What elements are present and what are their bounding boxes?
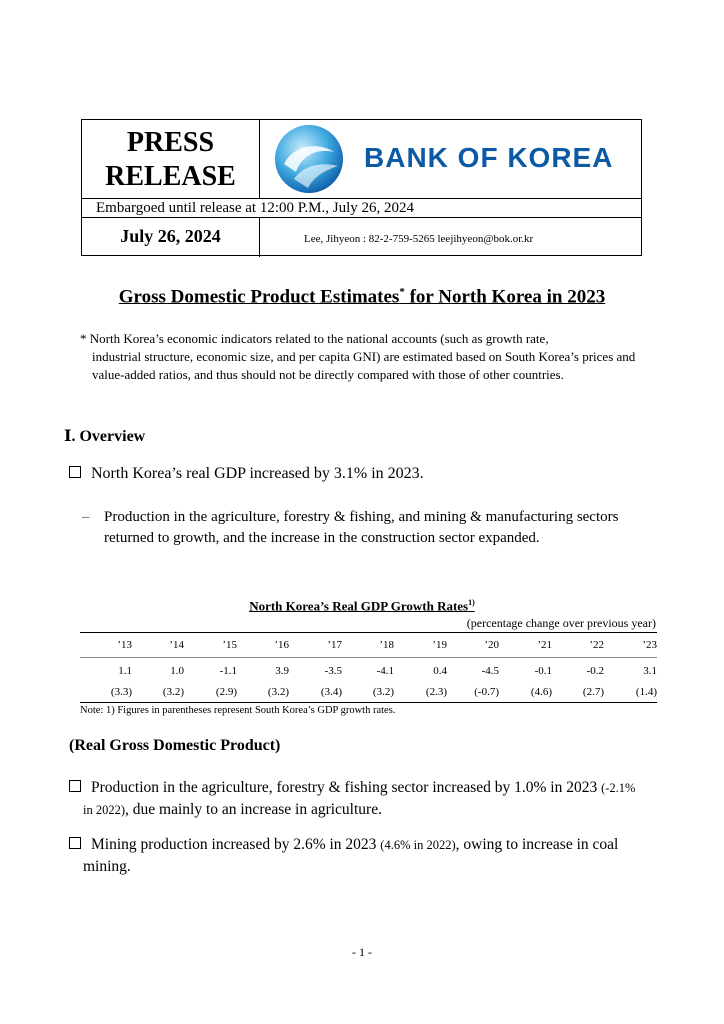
- table-south-cell-7: (-0.7): [474, 686, 499, 698]
- checkbox-bullet-icon: [69, 780, 81, 792]
- bank-name: BANK OF KOREA: [364, 142, 614, 173]
- subsection-heading: (Real Gross Domestic Product): [69, 737, 281, 754]
- footnote: [80, 330, 660, 384]
- table-year-cell-2: ’15: [222, 639, 237, 651]
- dash-icon: –: [82, 509, 90, 525]
- table-top-rule: [80, 632, 657, 633]
- table-title: North Korea’s Real GDP Growth Rates$^{1)}$: [249, 598, 475, 614]
- press-release-header: [81, 119, 642, 256]
- release-date: July 26, 2024: [120, 226, 221, 246]
- footnote-continuation: industrial structure, economic size, and per capita GNI) are estimated based on South Korea’s prices and value-added ratios, and thus should not be directly compared with those of other countries.: [92, 349, 636, 382]
- page-title: Gross Domestic Product Estimates* for North Korea in 2023: [118, 286, 606, 308]
- contact-info: Lee, Jihyeon : 82-2-759-5265 leejihyeon@bok.or.kr: [304, 233, 534, 245]
- table-year-cell-7: ’20: [484, 639, 499, 651]
- table-south-cell-2: (2.9): [215, 686, 237, 698]
- table-year-cell-6: ’19: [432, 639, 447, 651]
- bank-of-korea-logo-icon: [274, 124, 344, 194]
- table-north-cell-0: 1.1: [118, 665, 132, 677]
- table-year-cell-0: ’13: [117, 639, 132, 651]
- table-north-cell-4: -3.5: [324, 665, 342, 677]
- footnote-first-line: * North Korea’s economic indicators related to the national accounts (such as growth rate,: [80, 331, 549, 346]
- table-header-rule: [80, 657, 657, 658]
- table-note: Note: 1) Figures in parentheses represent South Korea’s GDP growth rates.: [80, 705, 396, 716]
- table-year-cell-9: ’22: [589, 639, 604, 651]
- table-year-cell-8: ’21: [537, 639, 552, 651]
- table-south-cell-4: (3.4): [320, 686, 342, 698]
- table-north-cell-8: -0.1: [534, 665, 552, 677]
- table-north-cell-7: -4.5: [481, 665, 499, 677]
- page-number: - 1 -: [352, 945, 372, 959]
- table-south-cell-5: (3.2): [372, 686, 394, 698]
- table-south-cell-3: (3.2): [267, 686, 289, 698]
- table-year-cell-1: ’14: [169, 639, 184, 651]
- embargo-notice: Embargoed until release at 12:00 P.M., July 26, 2024: [96, 200, 415, 216]
- table-year-cell-4: ’17: [327, 639, 342, 651]
- table-year-cell-5: ’18: [379, 639, 394, 651]
- table-south-cell-8: (4.6): [530, 686, 552, 698]
- checkbox-bullet-icon: [69, 466, 81, 478]
- table-year-cell-3: ’16: [274, 639, 289, 651]
- table-south-cell-1: (3.2): [162, 686, 184, 698]
- table-bottom-rule: [80, 702, 657, 703]
- table-south-cell-6: (2.3): [425, 686, 447, 698]
- table-south-cell-10: (1.4): [635, 686, 657, 698]
- checkbox-bullet-icon: [69, 837, 81, 849]
- table-north-cell-3: 3.9: [275, 665, 289, 677]
- table-north-cell-6: 0.4: [433, 665, 447, 677]
- table-north-cell-5: -4.1: [376, 665, 394, 677]
- table-north-cell-2: -1.1: [219, 665, 237, 677]
- table-north-cell-1: 1.0: [170, 665, 184, 677]
- table-north-cell-9: -0.2: [586, 665, 604, 677]
- table-year-cell-10: ’23: [642, 639, 657, 651]
- table-unit: (percentage change over previous year): [466, 616, 656, 630]
- table-south-cell-0: (3.3): [110, 686, 132, 698]
- table-south-cell-9: (2.7): [582, 686, 604, 698]
- mining-paragraph: Mining production increased by 2.6% in 2023 (4.6% in 2022), owing to increase in coal mining.: [69, 834, 657, 877]
- table-north-cell-10: 3.1: [643, 665, 657, 677]
- overview-subpoint: – Production in the agriculture, forestry & fishing, and mining & manufacturing sectors returned to growth, and the increase in the construction sector expanded.: [82, 509, 619, 546]
- press-release-label: PRESS RELEASE: [105, 127, 236, 192]
- overview-bullet: North Korea’s real GDP increased by 3.1% in 2023.: [69, 463, 424, 485]
- section-heading: Ⅰ. Overview: [64, 428, 146, 445]
- agriculture-paragraph: Production in the agriculture, forestry & fishing sector increased by 1.0% in 2023 (-2.1% in 2022), due mainly to an increase in agriculture.: [69, 777, 657, 821]
